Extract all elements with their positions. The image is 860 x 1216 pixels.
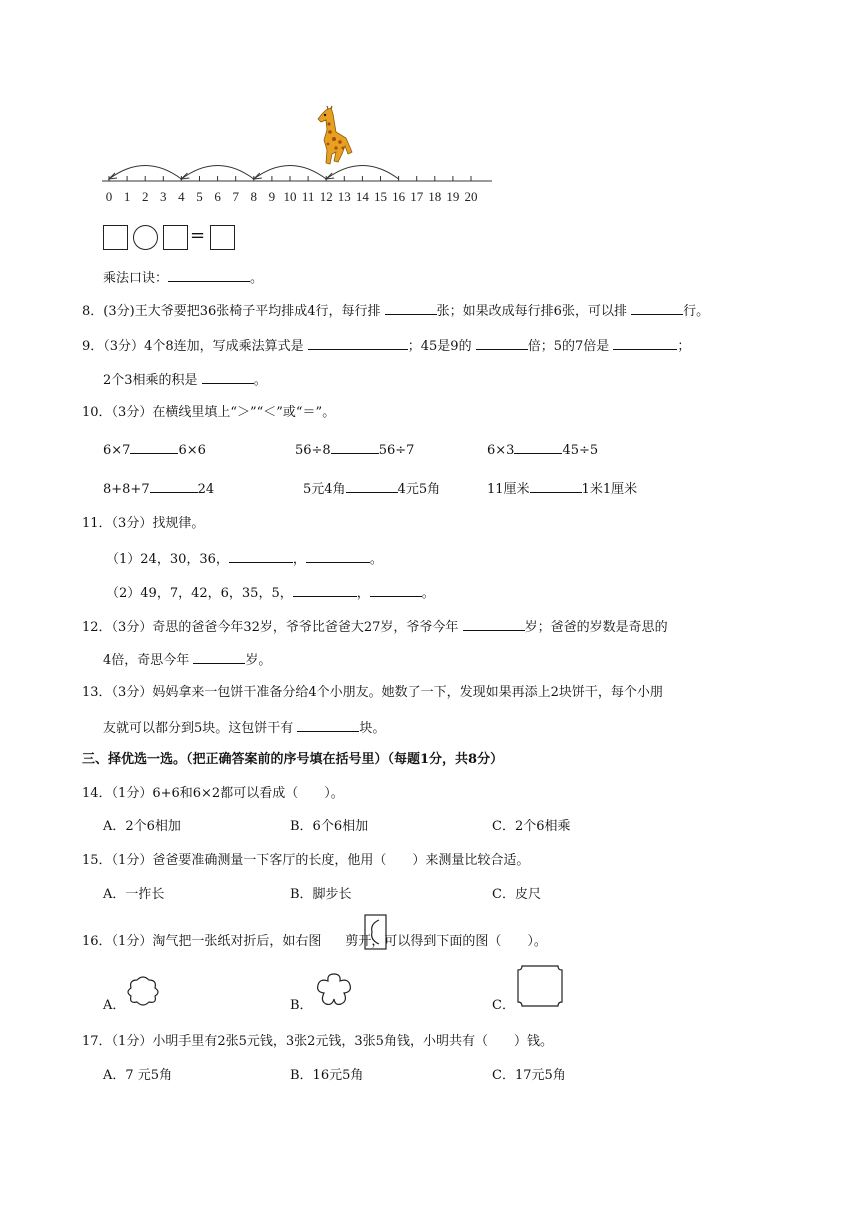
q10-item-1: 6×7 6×6 [103,440,206,460]
q10-item-2: 56÷8 56÷7 [295,440,414,460]
q10-blank-4[interactable] [150,479,198,493]
answer-box-2[interactable] [163,225,188,250]
q17-option-b[interactable]: B．16元5角 [290,1068,364,1083]
q11-line-1: （1）24，30，36， ， 。 [106,549,383,569]
q14-option-c[interactable]: C．2个6相乘 [492,819,571,834]
question-16: 16．（1分）淘气把一张纸对折后，如右图 剪开，可以得到下面的图（ ）。 [82,934,547,949]
number-line-label: 0 [105,189,113,204]
q15-option-c[interactable]: C．皮尺 [492,887,541,902]
question-8: 8．(3分)王大爷要把36张椅子平均排成4行，每行排 张；如果改成每行排6张，可以排 行。 [82,301,709,321]
number-line-label: 8 [250,189,258,204]
number-line-label: 1 [123,189,131,204]
q11-blank-2[interactable] [306,549,370,563]
q9-blank-3[interactable] [613,336,677,350]
q11-blank-3[interactable] [293,583,357,597]
number-line-label: 14 [355,189,369,204]
question-13-line2: 友就可以都分到5块。这包饼干有 块。 [103,718,385,738]
number-line-label: 12 [319,189,333,204]
number-line-label: 5 [196,189,203,204]
q15-option-b[interactable]: B．脚步长 [290,887,352,902]
question-17: 17．（1分）小明手里有2张5元钱，3张2元钱，3张5角钱，小明共有（ ）钱。 [82,1034,553,1049]
number-line-label: 6 [214,189,221,204]
folded-paper-figure [364,914,388,950]
q10-item-4: 8+8+7 24 [103,479,214,499]
q16-option-c-shape [516,964,564,1008]
number-line-label: 3 [160,189,167,204]
q10-blank-2[interactable] [331,440,379,454]
q11-blank-4[interactable] [370,583,422,597]
number-line-label: 18 [428,189,442,204]
q10-item-6: 11厘米 1米1厘米 [487,479,637,499]
number-line-label: 19 [446,189,460,204]
number-line-label: 11 [301,189,315,204]
q17-option-c[interactable]: C．17元5角 [492,1068,566,1083]
q14-option-b[interactable]: B．6个6相加 [290,819,369,834]
number-line-label: 4 [178,189,185,204]
q11-line-2: （2）49，7，42，6，35，5， ， 。 [106,583,435,603]
q12-blank-1[interactable] [463,617,525,631]
number-line-label: 17 [410,189,424,204]
number-line-label: 10 [283,189,297,204]
q7-mnemonic-line: 乘法口诀： 。 [103,268,263,288]
number-line-label: 9 [268,189,276,204]
q9-blank-4[interactable] [202,370,254,384]
question-12-line2: 4倍，奇思今年 岁。 [103,650,271,670]
question-15: 15．（1分）爸爸要准确测量一下客厅的长度，他用（ ）来测量比较合适。 [82,853,530,868]
q16-option-a[interactable]: A． [103,998,126,1013]
section-3-title: 三、择优选一选。（把正确答案前的序号填在括号里）（每题1分，共8分） [82,752,504,767]
q13-blank[interactable] [297,718,359,732]
number-line [100,158,500,208]
question-13: 13．（3分）妈妈拿来一包饼干准备分给4个小朋友。她数了一下，发现如果再添上2块饼干，每个小朋 [82,685,663,700]
equals-sign: = [190,225,206,246]
q10-blank-1[interactable] [130,440,178,454]
operator-circle[interactable] [133,225,158,250]
q10-blank-5[interactable] [346,479,398,493]
number-line-label: 7 [232,189,239,204]
number-line-label: 16 [392,189,406,204]
q8-blank-1[interactable] [385,301,437,315]
question-12: 12．（3分）奇思的爸爸今年32岁，爷爷比爸爸大27岁，爷爷今年 岁；爸爸的岁数是奇思的 [82,617,668,637]
q10-item-5: 5元4角 4元5角 [303,479,440,499]
q9-blank-2[interactable] [476,336,528,350]
q10-blank-3[interactable] [514,440,562,454]
number-line-label: 20 [464,189,478,204]
q15-option-a[interactable]: A．一拃长 [103,887,165,902]
question-11: 11．（3分）找规律。 [82,516,205,531]
q16-option-c[interactable]: C． [492,998,515,1013]
question-14: 14．（1分）6+6和6×2都可以看成（ ）。 [82,786,344,801]
question-10: 10．（3分）在横线里填上“＞”“＜”或“＝”。 [82,405,336,420]
question-9: 9．（3分）4个8连加，写成乘法算式是 ；45是9的 倍；5的7倍是 ； [82,336,690,356]
q7-blank[interactable] [168,268,250,282]
number-line-label: 13 [337,189,351,204]
q10-item-3: 6×3 45÷5 [487,440,598,460]
q12-blank-2[interactable] [193,650,245,664]
answer-box-1[interactable] [103,225,128,250]
answer-box-3[interactable] [210,225,235,250]
q16-option-a-shape [125,974,161,1008]
q17-option-a[interactable]: A．7 元5角 [103,1068,173,1083]
q7-label: 乘法口诀： [103,271,169,286]
q16-option-b-shape [314,972,354,1008]
q8-blank-2[interactable] [631,301,683,315]
q9-blank-1[interactable] [308,336,408,350]
q11-blank-1[interactable] [229,549,293,563]
q10-blank-6[interactable] [530,479,582,493]
question-9-line2: 2个3相乘的积是 。 [103,370,267,390]
q16-option-b[interactable]: B． [290,998,313,1013]
number-line-label: 15 [374,189,387,204]
q14-option-a[interactable]: A．2个6相加 [103,819,181,834]
number-line-label: 2 [141,189,149,204]
